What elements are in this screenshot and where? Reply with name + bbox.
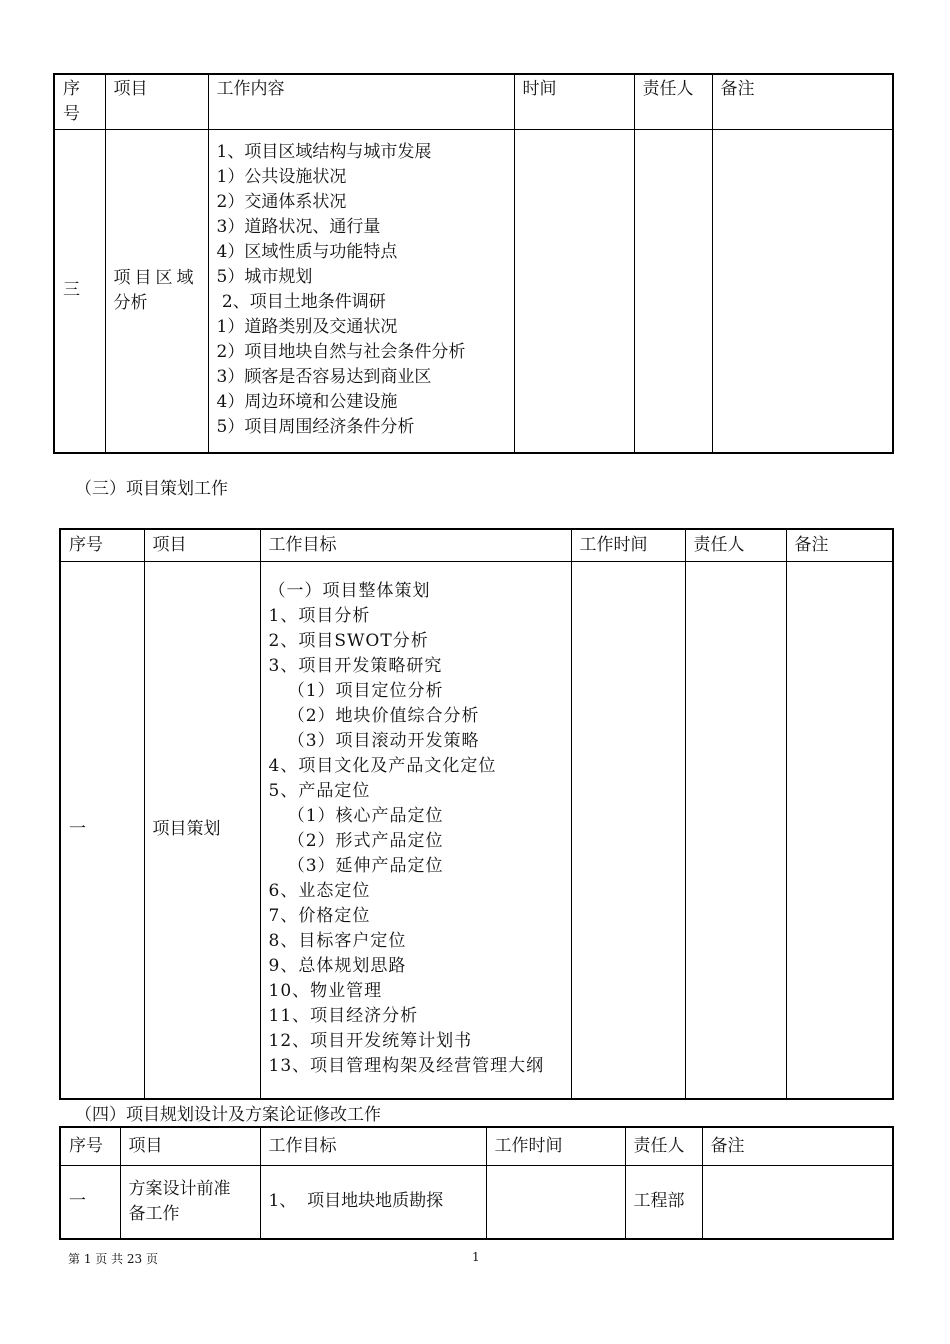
content-line: （2）地块价值综合分析: [268, 705, 480, 726]
header-time: 工作时间: [486, 1127, 625, 1165]
table-row: [60, 561, 893, 1099]
content-line: 12、项目开发统筹计划书: [268, 1030, 473, 1051]
content-line: 10、物业管理: [268, 980, 383, 1001]
row-item: 方案设计前准 备工作: [120, 1165, 260, 1239]
content-line: 2）项目地块自然与社会条件分析: [216, 342, 466, 362]
header-owner: 责任人: [625, 1127, 702, 1165]
row-owner: [685, 561, 786, 1099]
row-seq: 三: [54, 130, 105, 453]
row-goal: 1、 项目地块地质勘探: [260, 1165, 486, 1239]
row-time: [486, 1165, 625, 1239]
row-note: [786, 561, 893, 1099]
plan-design-table: [59, 1126, 894, 1240]
content-line: 4、项目文化及产品文化定位: [268, 755, 497, 776]
table-row: [54, 130, 893, 453]
table-header-row: [60, 529, 893, 561]
row-note: [702, 1165, 893, 1239]
project-area-table: [53, 73, 894, 454]
row-seq: 一: [60, 1165, 120, 1239]
content-line: 5、产品定位: [268, 780, 371, 801]
content-line: 1）道路类别及交通状况: [216, 317, 398, 337]
project-planning-table: [59, 528, 894, 1100]
content-line: 2、项目土地条件调研: [216, 292, 386, 312]
header-item: 项目: [120, 1127, 260, 1165]
row-goal: [260, 561, 571, 1099]
header-owner: 责任人: [634, 74, 712, 130]
header-seq: 序号: [60, 529, 144, 561]
row-owner: [634, 130, 712, 453]
content-line: 4）周边环境和公建设施: [216, 392, 398, 412]
header-note: 备注: [712, 74, 893, 130]
content-line: 3）顾客是否容易达到商业区: [216, 367, 432, 387]
header-note: 备注: [786, 529, 893, 561]
content-line: 5）项目周围经济条件分析: [216, 417, 415, 437]
content-line: （1）项目定位分析: [268, 680, 444, 701]
page-number: 1: [472, 1250, 480, 1264]
content-line: 5）城市规划: [216, 267, 313, 287]
header-content: 工作内容: [208, 74, 514, 130]
table-row: [60, 1165, 893, 1239]
row-item: 项目策划: [144, 561, 260, 1099]
content-line: 4）区域性质与功能特点: [216, 242, 398, 262]
content-line: 1、项目分析: [268, 605, 371, 626]
content-line: 13、项目管理构架及经营管理大纲: [268, 1055, 545, 1076]
content-line: 3、项目开发策略研究: [268, 655, 443, 676]
section-title-4: （四）项目规划设计及方案论证修改工作: [75, 1105, 381, 1125]
row-item: 项目区域 分析: [105, 130, 208, 453]
row-time: [514, 130, 634, 453]
header-time: 时间: [514, 74, 634, 130]
content-line: 1）公共设施状况: [216, 167, 347, 187]
content-line: （3）延伸产品定位: [268, 855, 444, 876]
header-time: 工作时间: [571, 529, 685, 561]
content-line: 11、项目经济分析: [268, 1005, 419, 1026]
header-goal: 工作目标: [260, 1127, 486, 1165]
header-item: 项目: [144, 529, 260, 561]
page-info: 第 1 页 共 23 页: [68, 1252, 158, 1266]
table-header-row: [54, 74, 893, 130]
header-item: 项目: [105, 74, 208, 130]
content-line: 2、项目SWOT分析: [268, 630, 429, 651]
content-line: 9、总体规划思路: [268, 955, 407, 976]
header-note: 备注: [702, 1127, 893, 1165]
header-goal: 工作目标: [260, 529, 571, 561]
section-title-3: （三）项目策划工作: [75, 479, 228, 499]
row-seq: 一: [60, 561, 144, 1099]
row-time: [571, 561, 685, 1099]
table-header-row: [60, 1127, 893, 1165]
row-note: [712, 130, 893, 453]
content-line: （2）形式产品定位: [268, 830, 444, 851]
content-line: 1、项目区域结构与城市发展: [216, 142, 432, 162]
content-line: 8、目标客户定位: [268, 930, 407, 951]
content-line: （3）项目滚动开发策略: [268, 730, 480, 751]
row-content: [208, 130, 514, 453]
content-line: 7、价格定位: [268, 905, 371, 926]
header-seq: 序 号: [54, 74, 105, 130]
content-line: 3）道路状况、通行量: [216, 217, 381, 237]
content-line: 6、业态定位: [268, 880, 371, 901]
content-line: （1）核心产品定位: [268, 805, 444, 826]
content-line: （一）项目整体策划: [268, 580, 431, 601]
header-owner: 责任人: [685, 529, 786, 561]
content-line: 2）交通体系状况: [216, 192, 347, 212]
header-seq: 序号: [60, 1127, 120, 1165]
row-owner: 工程部: [625, 1165, 702, 1239]
